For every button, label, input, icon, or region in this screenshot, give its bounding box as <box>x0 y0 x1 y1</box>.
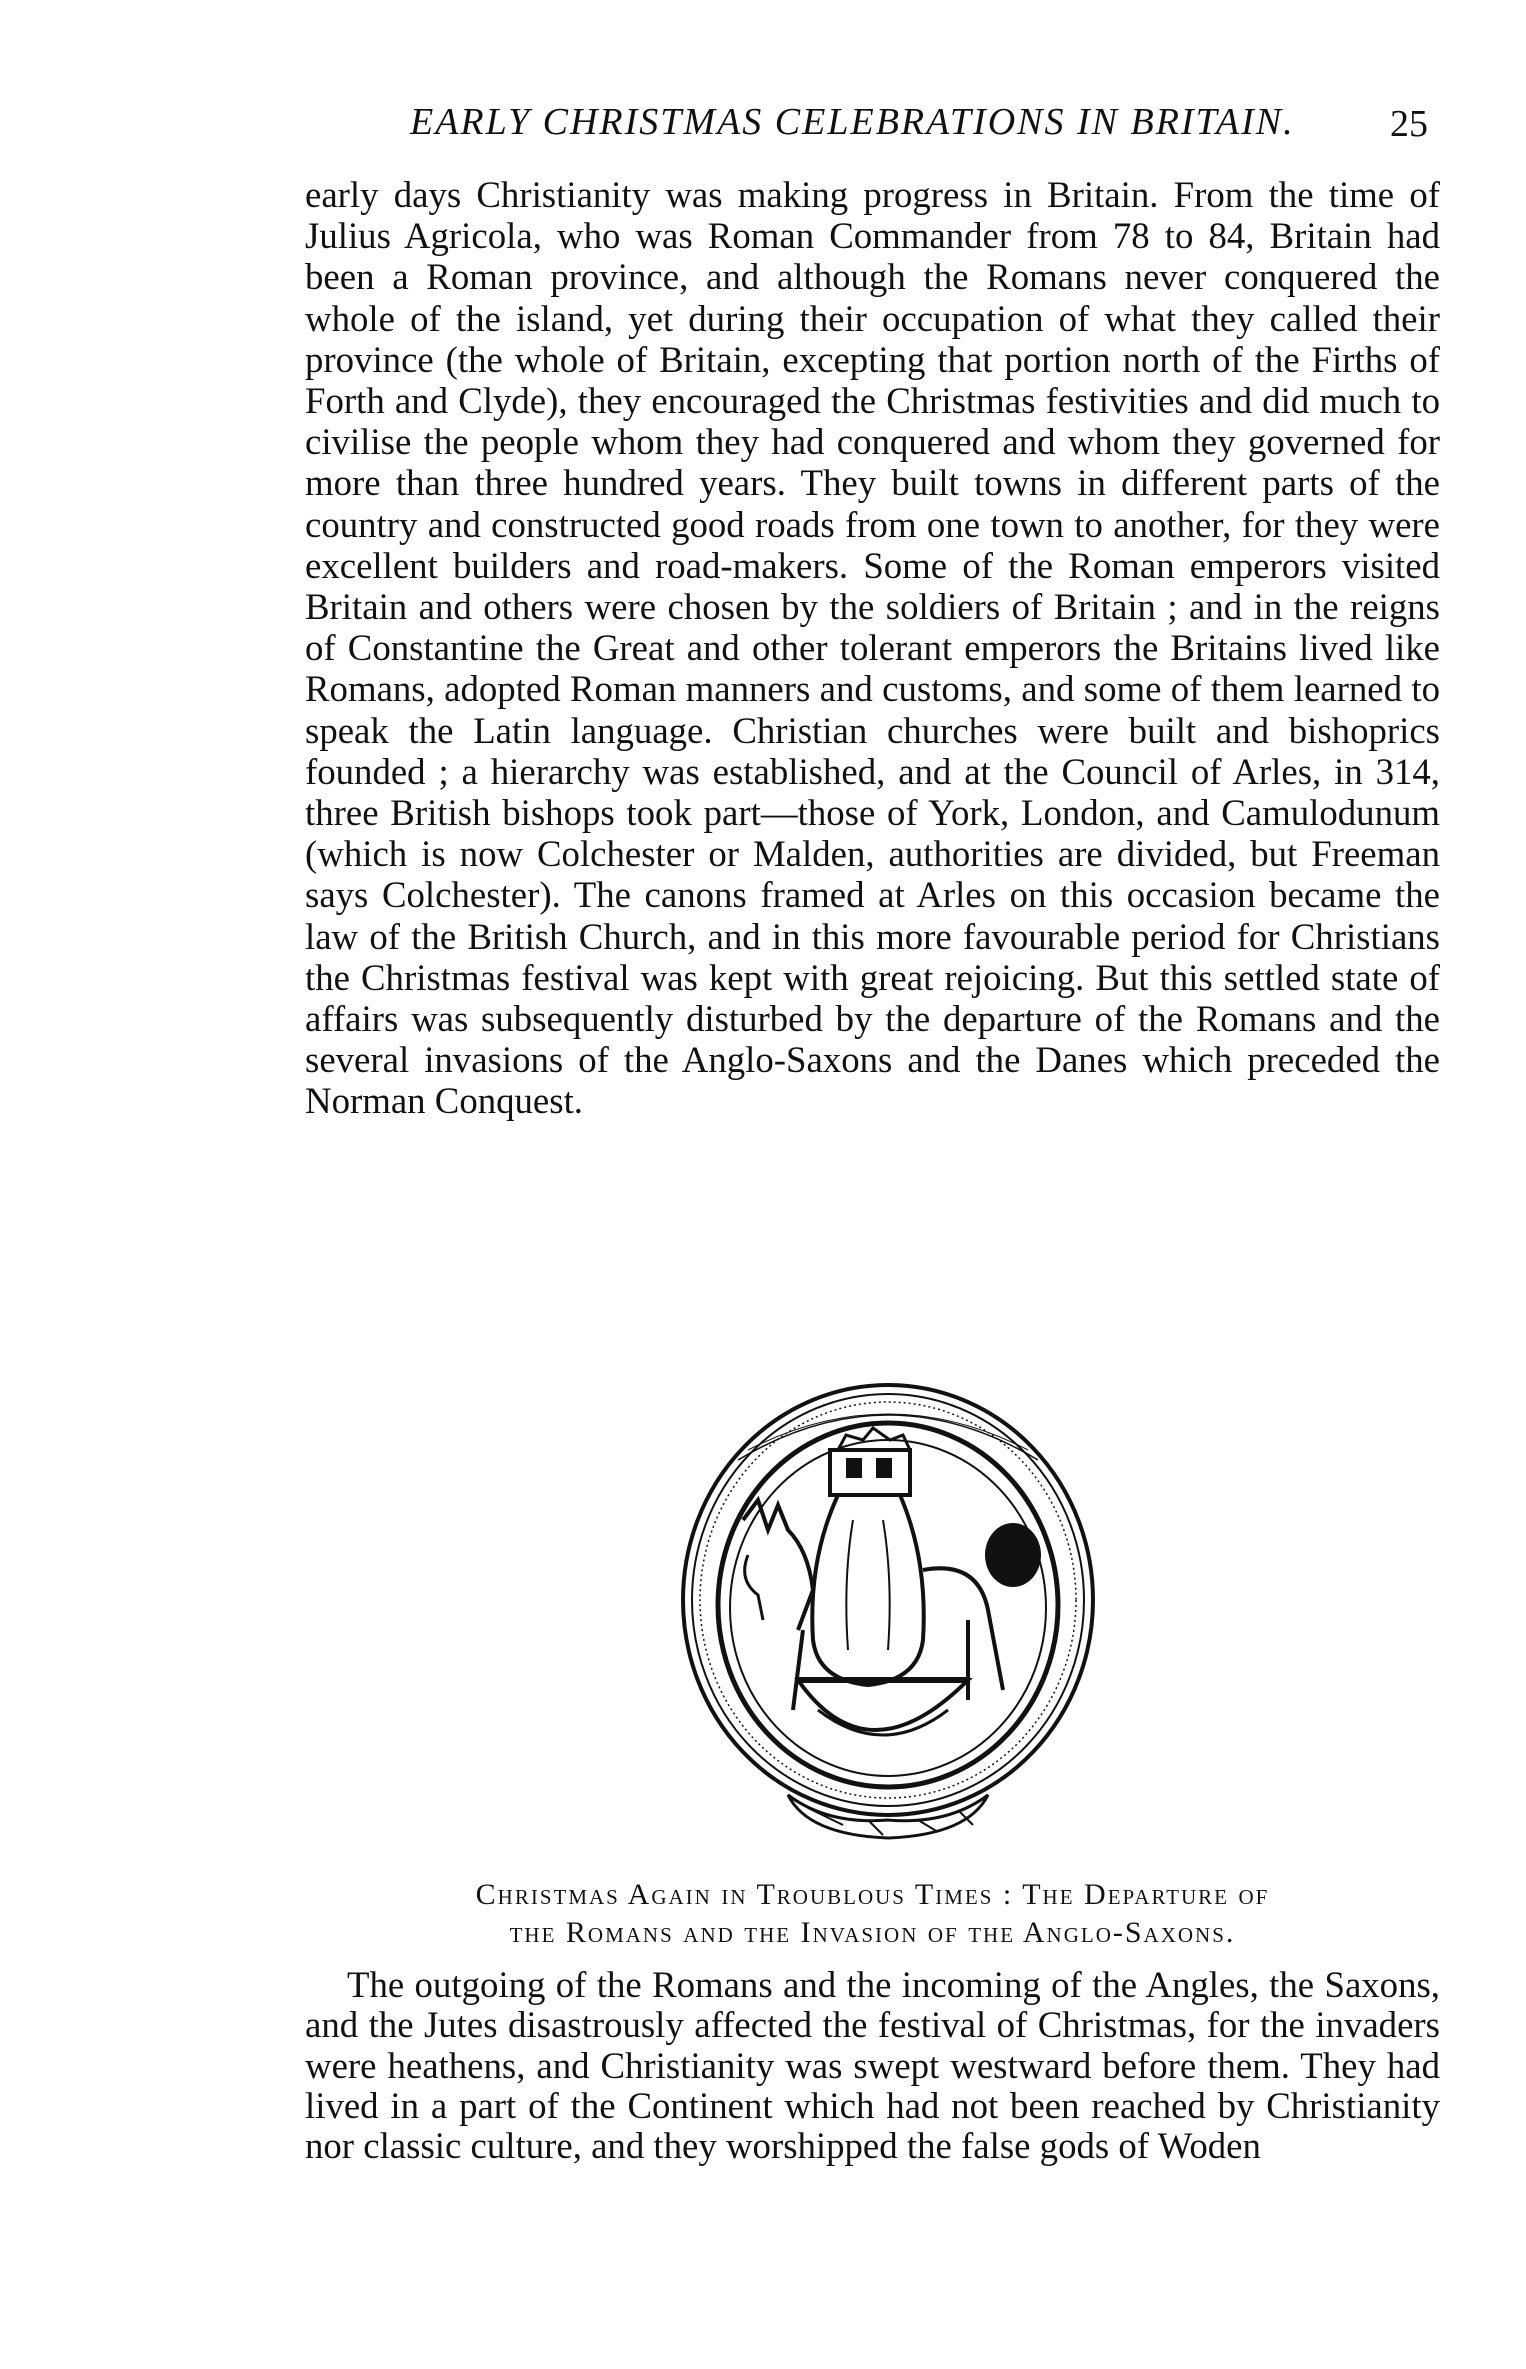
caption-line-2: the Romans and the Invasion of the Anglo-Saxons. <box>509 1916 1236 1949</box>
paragraph-1: early days Christianity was making progress in Britain. From the time of Julius Agricola, who was Roman Commander from 78 to 84, Britain had been a Roman province, and although the Romans never conquered the whole of the island, yet during their occupation of what they called their province (the whole of Britain, excepting that portion north of the Firths of Forth and Clyde), they encouraged the Christmas festivities and did much to civilise the people whom they had conquered and whom they governed for more than three hundred years. They built towns in different parts of the country and constructed good roads from one town to another, for they were excellent builders and road-makers. Some of the Roman emperors visited Britain and others were chosen by the soldiers of Britain ; and in the reigns of Constantine the Great and other tolerant emperors the Britains lived like Romans, adopted Roman manners and customs, and some of them learned to speak the Latin language. Christian churches were built and bishoprics founded ; a hierarchy was established, and at the Council of Arles, in 314, three British bishops took part—those of York, London, and Camulodunum (which is now Colchester or Malden, authorities are divided, but Freeman says Colchester). The canons framed at Arles on this occasion became the law of the British Church, and in this more favourable period for Christians the Christmas festival was kept with great rejoicing. But this settled state of affairs was subsequently disturbed by the departure of the Romans and the several invasions of the Anglo-Saxons and the Danes which preceded the Norman Conquest. <box>305 174 1440 1122</box>
illustration-caption <box>300 1876 1445 1952</box>
page-number: 25 <box>1390 103 1428 145</box>
page-header <box>300 100 1450 160</box>
medallion-illustration <box>668 1380 1108 1850</box>
caption-line-1: Christmas Again in Troublous Times : The Departure of <box>475 1878 1270 1911</box>
medallion-svg <box>668 1380 1108 1850</box>
running-title: EARLY CHRISTMAS CELEBRATIONS IN BRITAIN. <box>410 101 1295 143</box>
paragraph-2: The outgoing of the Romans and the incoming of the Angles, the Saxons, and the Jutes disastrously affected the festival of Christmas, for the invaders were heathens, and Christianity was swept westward before them. They had lived in a part of the Continent which had not been reached by Christianity nor classic culture, and they worshipped the false gods of Woden <box>305 1964 1440 2167</box>
